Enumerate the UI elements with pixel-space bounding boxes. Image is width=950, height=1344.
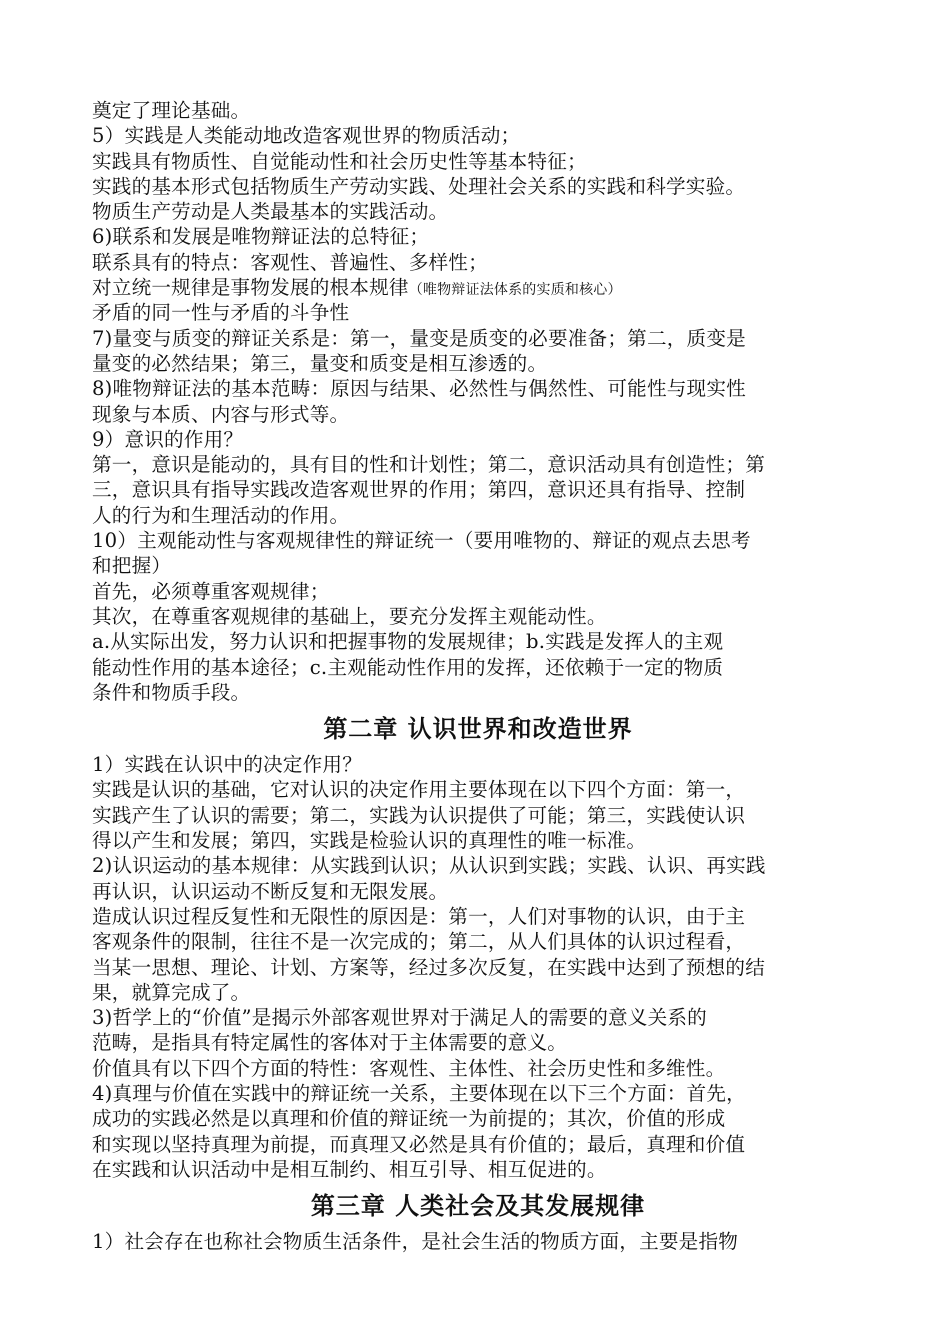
text-line: 现象与本质、内容与形式等。 [92,402,350,426]
text-line: 首先，必须尊重客观规律； [92,579,330,603]
text-line: 在实践和认识活动中是相互制约、相互引导、相互促进的。 [92,1157,607,1181]
law-line [92,275,864,300]
text-line: 5）实践是人类能动地改造客观世界的物质活动； [92,124,521,148]
chapter-2-heading: 第二章 认识世界和改造世界 [323,714,633,744]
text-line: 矛盾的同一性与矛盾的斗争性 [92,301,350,325]
text-line: 成功的实践必然是以真理和价值的辩证统一为前提的；其次，价值的形成 [92,1107,726,1131]
text-line: 1）社会存在也称社会物质生活条件，是社会生活的物质方面，主要是指物 [92,1230,739,1254]
text-line: 造成认识过程反复性和无限性的原因是：第一，人们对事物的认识，由于主 [92,904,746,928]
law-main-text: 对立统一规律是事物发展的根本规律 [92,276,409,300]
text-line: 物质生产劳动是人类最基本的实践活动。 [92,200,449,224]
text-line: 6)联系和发展是唯物辩证法的总特征； [92,225,430,249]
text-line: 人的行为和生理活动的作用。 [92,503,350,527]
document-page [92,98,864,1254]
text-line: 和实现以坚持真理为前提，而真理又必然是具有价值的；最后，真理和价值 [92,1132,746,1156]
text-line: 能动性作用的基本途径；c.主观能动性作用的发挥，还依赖于一定的物质 [92,655,724,679]
text-line: 8)唯物辩证法的基本范畴：原因与结果、必然性与偶然性、可能性与现实性 [92,377,746,401]
text-line: 奠定了理论基础。 [92,99,251,122]
text-line: 范畴，是指具有特定属性的客体对于主体需要的意义。 [92,1031,568,1055]
text-line: 实践是认识的基础，它对认识的决定作用主要体现在以下四个方面：第一， [92,778,746,802]
text-line: 3)哲学上的“价值”是揭示外部客观世界对于满足人的需要的意义关系的 [92,1006,707,1030]
text-line: 联系具有的特点：客观性、普遍性、多样性； [92,250,488,274]
text-line: 1）实践在认识中的决定作用？ [92,753,362,777]
chapter-3-heading: 第三章 人类社会及其发展规律 [310,1191,646,1221]
text-line: 得以产生和发展；第四，实践是检验认识的真理性的唯一标准。 [92,829,647,853]
text-line: 2)认识运动的基本规律：从实践到认识；从认识到实践；实践、认识、再实践 [92,854,766,878]
law-note-text: （唯物辩证法体系的实质和核心） [408,282,622,299]
text-line: 4)真理与价值在实践中的辩证统一关系，主要体现在以下三个方面：首先， [92,1081,746,1105]
text-line: 量变的必然结果；第三，量变和质变是相互渗透的。 [92,351,548,375]
text-line: 再认识，认识运动不断反复和无限发展。 [92,879,449,903]
text-line: 实践的基本形式包括物质生产劳动实践、处理社会关系的实践和科学实验。 [92,174,746,198]
text-line: 当某一思想、理论、计划、方案等，经过多次反复，在实践中达到了预想的结 [92,955,765,979]
text-line: 实践产生了认识的需要；第二，实践为认识提供了可能；第三，实践使认识 [92,803,746,827]
text-line: 9）意识的作用？ [92,427,244,451]
text-line: 价值具有以下四个方面的特性：客观性、主体性、社会历史性和多维性。 [92,1056,726,1080]
text-line: 和把握） [92,554,172,578]
text-line: 实践具有物质性、自觉能动性和社会历史性等基本特征； [92,149,587,173]
text-line: 三，意识具有指导实践改造客观世界的作用；第四，意识还具有指导、控制 [92,478,746,502]
text-line: 其次，在尊重客观规律的基础上，要充分发挥主观能动性。 [92,604,607,628]
text-line: 7)量变与质变的辩证关系是：第一，量变是质变的必要准备；第二，质变是 [92,326,746,350]
text-line: a.从实际出发，努力认识和把握事物的发展规律；b.实践是发挥人的主观 [92,630,724,654]
text-line: 条件和物质手段。 [92,680,251,704]
text-line: 客观条件的限制，往往不是一次完成的；第二，从人们具体的认识过程看， [92,930,746,954]
text-line: 10）主观能动性与客观规律性的辩证统一（要用唯物的、辩证的观点去思考 [92,529,751,553]
text-line: 第一，意识是能动的，具有目的性和计划性；第二，意识活动具有创造性；第 [92,453,765,477]
text-line: 果，就算完成了。 [92,980,251,1004]
